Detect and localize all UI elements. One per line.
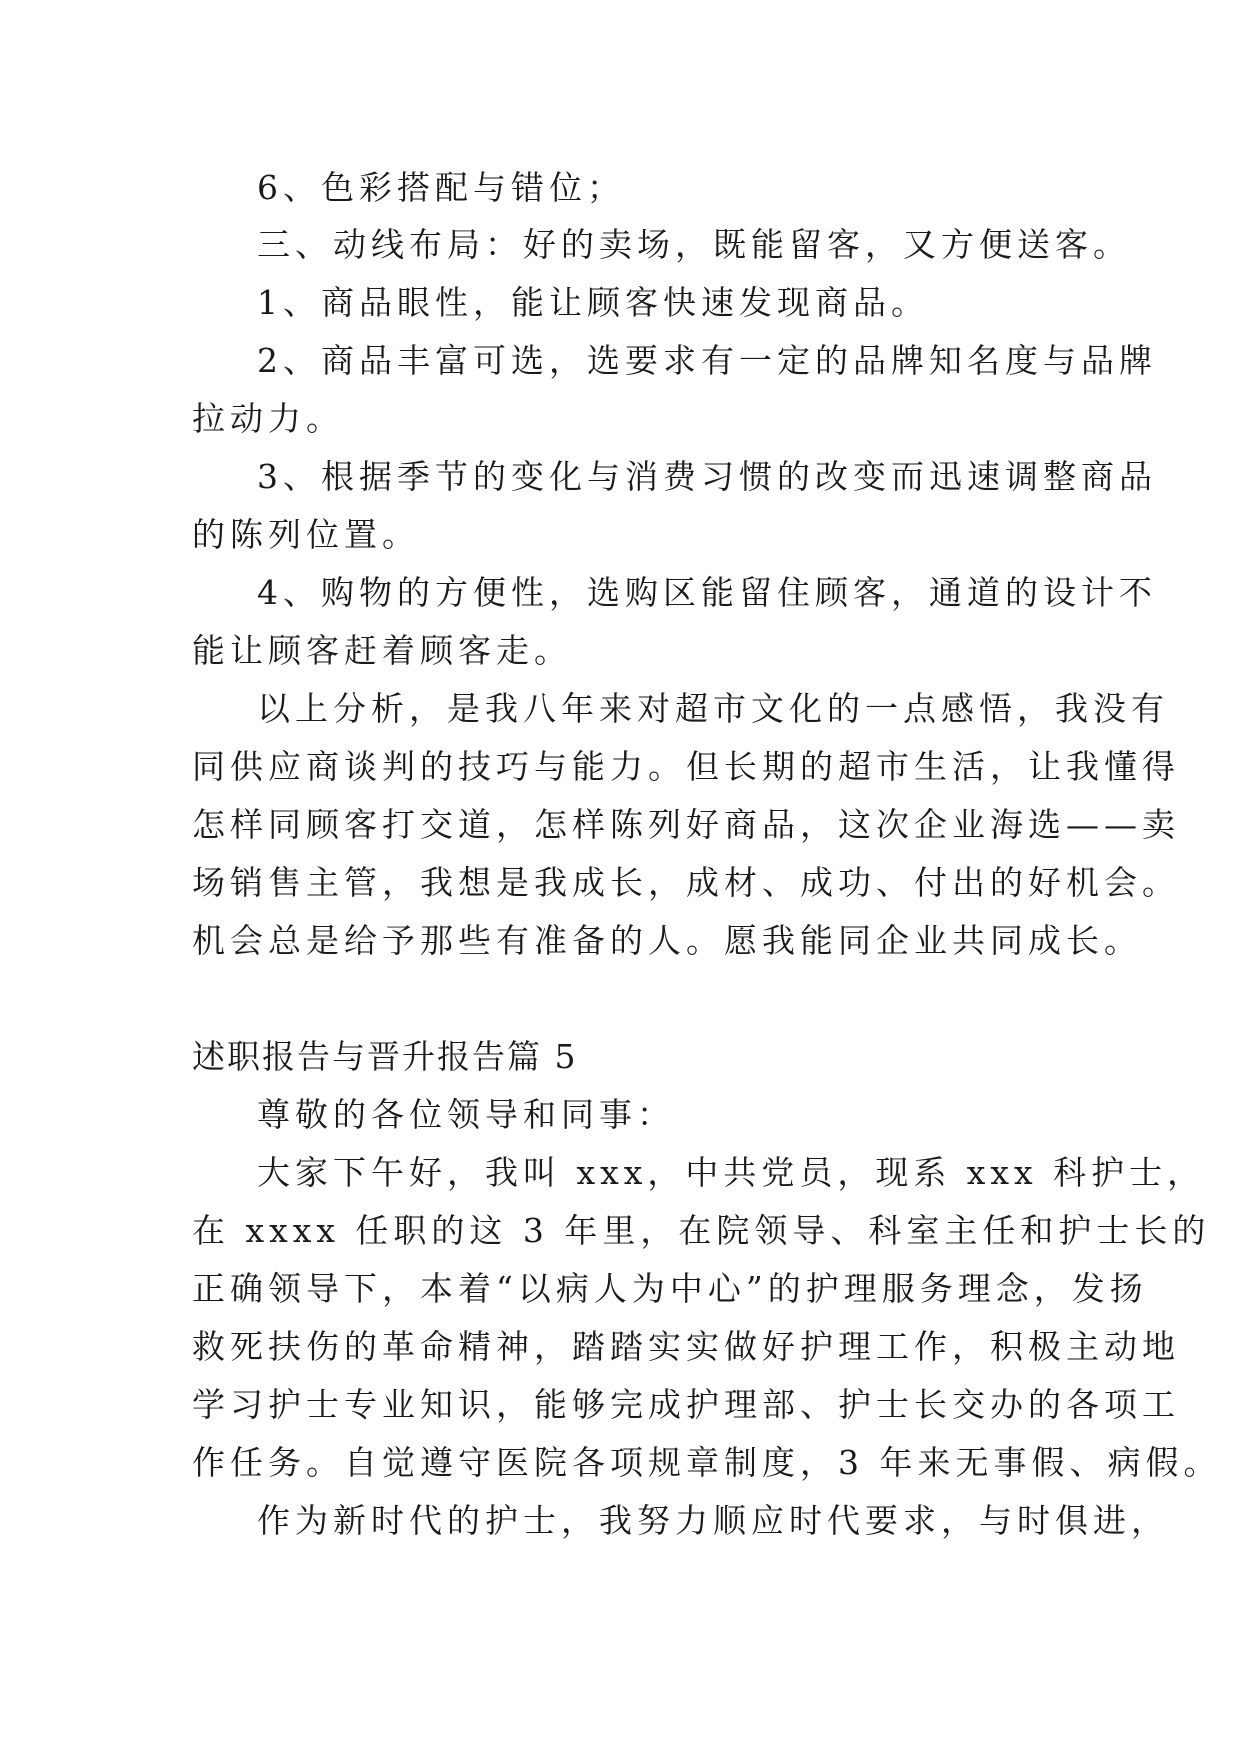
paragraph-line: 4、购物的方便性，选购区能留住顾客，通道的设计不 [257,573,1157,612]
paragraph-line: 能让顾客赶着顾客走。 [192,631,572,670]
paragraph-line: 大家下午好，我叫 xxx，中共党员，现系 xxx 科护士， [257,1153,1206,1192]
paragraph-line: 1、商品眼性，能让顾客快速发现商品。 [257,283,929,322]
paragraph-line: 正确领导下，本着“以病人为中心”的护理服务理念，发扬 [192,1269,1148,1308]
paragraph-line: 6、色彩搭配与错位； [257,168,625,207]
salutation: 尊敬的各位领导和同事： [257,1095,675,1134]
paragraph-line: 机会总是给予那些有准备的人。愿我能同企业共同成长。 [192,921,1142,960]
paragraph-line: 救死扶伤的革命精神，踏踏实实做好护理工作，积极主动地 [192,1327,1180,1366]
paragraph-line: 的陈列位置。 [192,515,420,554]
paragraph-line: 三、动线布局：好的卖场，既能留客，又方便送客。 [257,225,1131,264]
section-heading: 述职报告与晋升报告篇 5 [192,1037,578,1076]
paragraph-line: 在 xxxx 任职的这 3 年里，在院领导、科室主任和护士长的 [192,1211,1211,1250]
paragraph-line: 3、根据季节的变化与消费习惯的改变而迅速调整商品 [257,457,1157,496]
paragraph-line: 作为新时代的护士，我努力顺应时代要求，与时俱进， [257,1501,1169,1540]
paragraph-line: 怎样同顾客打交道，怎样陈列好商品，这次企业海选——卖 [192,805,1180,844]
paragraph-line: 场销售主管，我想是我成长，成材、成功、付出的好机会。 [192,863,1180,902]
paragraph-line: 以上分析，是我八年来对超市文化的一点感悟，我没有 [257,689,1169,728]
paragraph-line: 学习护士专业知识，能够完成护理部、护士长交办的各项工 [192,1385,1180,1424]
paragraph-line: 拉动力。 [192,399,344,438]
paragraph-line: 作任务。自觉遵守医院各项规章制度，3 年来无事假、病假。 [192,1443,1222,1482]
paragraph-line: 2、商品丰富可选，选要求有一定的品牌知名度与品牌 [257,341,1157,380]
paragraph-line: 同供应商谈判的技巧与能力。但长期的超市生活，让我懂得 [192,747,1180,786]
